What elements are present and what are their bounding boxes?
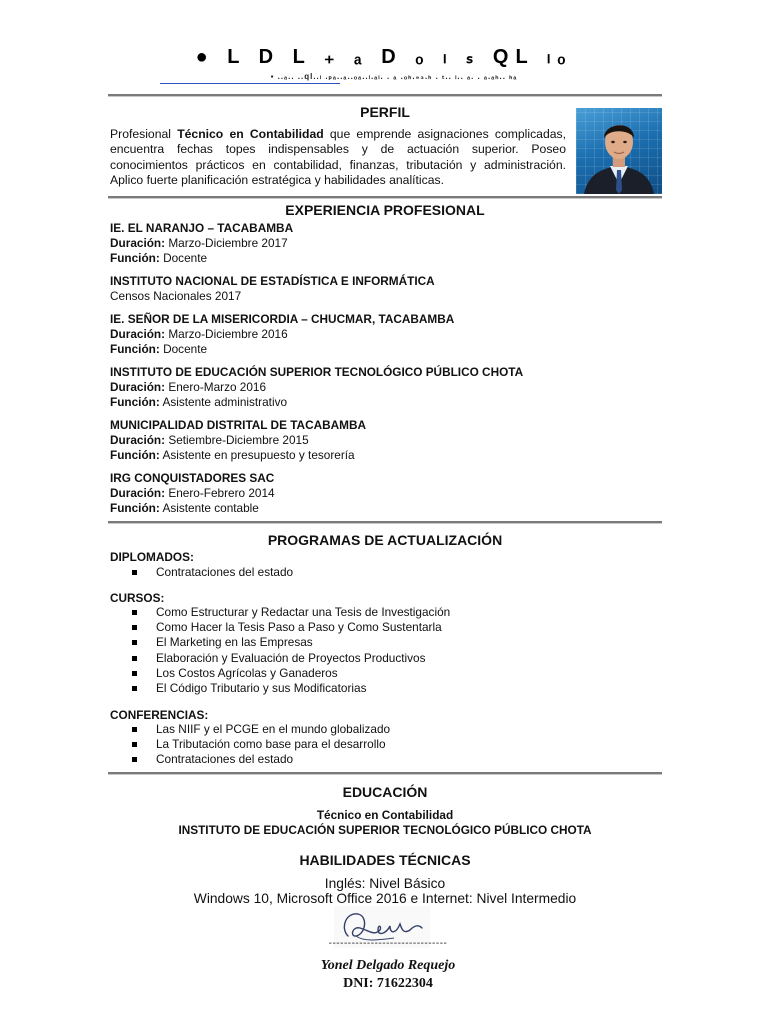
function-label: Función: bbox=[110, 501, 160, 516]
profile-body: que emprende asignaciones complicadas, encuentra fechas topes indispensables y de actuación superior. Poseo conocimientos prácticos en contabilidad, finanzas, tributación y administración. Aplico fuerte planificación estratégica y habilidades analíticas. bbox=[110, 127, 567, 187]
function-value: Asistente administrativo bbox=[162, 395, 288, 410]
experience-org: IE. SEÑOR DE LA MISERICORDIA – CHUCMAR, TACABAMBA bbox=[110, 312, 455, 326]
profile-highlight: Técnico en Contabilidad bbox=[177, 127, 324, 141]
conferencias-list bbox=[110, 722, 390, 768]
experience-item bbox=[110, 471, 662, 517]
duration-value: Setiembre-Diciembre 2015 bbox=[168, 433, 309, 448]
duration-label: Duración: bbox=[110, 236, 166, 251]
divider bbox=[108, 521, 662, 524]
divider bbox=[108, 196, 662, 199]
duration-value: Enero-Febrero 2014 bbox=[168, 486, 275, 501]
duration-label: Duración: bbox=[110, 433, 166, 448]
profile-text bbox=[110, 127, 566, 188]
experience-org: IRG CONQUISTADORES SAC bbox=[110, 471, 275, 485]
function-label: Función: bbox=[110, 251, 160, 266]
education-degree: Técnico en Contabilidad bbox=[316, 808, 454, 822]
section-title-habilidades: HABILIDADES TÉCNICAS bbox=[299, 852, 471, 868]
experience-item bbox=[110, 274, 662, 304]
duration-value: Marzo-Diciembre 2017 bbox=[168, 236, 288, 251]
section-title-educacion: EDUCACIÓN bbox=[342, 784, 428, 800]
list-item: El Marketing en las Empresas bbox=[110, 635, 450, 650]
function-label: Función: bbox=[110, 342, 160, 357]
diplomados-list bbox=[110, 565, 293, 580]
list-item: Las NIIF y el PCGE en el mundo globalizado bbox=[110, 722, 390, 737]
experience-org: INSTITUTO NACIONAL DE ESTADÍSTICA E INFORMÁTICA bbox=[110, 274, 435, 288]
function-label: Función: bbox=[110, 448, 160, 463]
duration-label: Duración: bbox=[110, 486, 166, 501]
skill-item: Windows 10, Microsoft Office 2016 e Internet: Nivel Intermedio bbox=[193, 891, 577, 906]
section-title-perfil: PERFIL bbox=[360, 104, 410, 120]
list-item: El Código Tributario y sus Modificatorias bbox=[110, 681, 450, 696]
list-item: Como Estructurar y Redactar una Tesis de Investigación bbox=[110, 605, 450, 620]
experience-org: INSTITUTO DE EDUCACIÓN SUPERIOR TECNOLÓGICO PÚBLICO CHOTA bbox=[110, 365, 524, 379]
function-value: Docente bbox=[163, 251, 208, 266]
function-value: Asistente contable bbox=[162, 501, 259, 516]
duration-label: Duración: bbox=[110, 380, 166, 395]
list-item: Los Costos Agrícolas y Ganaderos bbox=[110, 666, 450, 681]
divider bbox=[108, 94, 662, 97]
signer-name: Yonel Delgado Requejo bbox=[320, 958, 456, 973]
function-value: Docente bbox=[163, 342, 208, 357]
signature-line: ------------------------------- bbox=[328, 938, 448, 949]
experience-item bbox=[110, 365, 662, 411]
list-item: La Tributación como base para el desarrollo bbox=[110, 737, 390, 752]
conferencias-title: CONFERENCIAS: bbox=[110, 708, 209, 722]
experience-item bbox=[110, 418, 662, 464]
experience-note: Censos Nacionales 2017 bbox=[110, 289, 242, 304]
duration-value: Enero-Marzo 2016 bbox=[168, 380, 267, 395]
experience-org: IE. EL NARANJO – TACABAMBA bbox=[110, 221, 294, 235]
duration-label: Duración: bbox=[110, 327, 166, 342]
email-link-underline[interactable] bbox=[160, 83, 340, 84]
list-item: Contrataciones del estado bbox=[110, 565, 293, 580]
skill-item: Inglés: Nivel Básico bbox=[324, 876, 446, 891]
section-title-programas: PROGRAMAS DE ACTUALIZACIÓN bbox=[267, 532, 503, 548]
function-label: Función: bbox=[110, 395, 160, 410]
diplomados-title: DIPLOMADOS: bbox=[110, 550, 194, 564]
list-item: Elaboración y Evaluación de Proyectos Productivos bbox=[110, 651, 450, 666]
list-item: Contrataciones del estado bbox=[110, 752, 390, 767]
profile-photo bbox=[576, 108, 662, 194]
experience-item bbox=[110, 312, 662, 358]
section-title-experiencia: EXPERIENCIA PROFESIONAL bbox=[285, 202, 485, 218]
duration-value: Marzo-Diciembre 2016 bbox=[168, 327, 288, 342]
signer-dni: DNI: 71622304 bbox=[343, 976, 433, 991]
candidate-name-header: ● L D L ₊ ₐ D ₒ ₗ ₛ QL ₗₒ bbox=[195, 46, 573, 68]
cursos-title: CURSOS: bbox=[110, 591, 165, 605]
experience-org: MUNICIPALIDAD DISTRITAL DE TACABAMBA bbox=[110, 418, 367, 432]
contact-info: ▪ ..ₐ.. ..ql..ₗ .ₚₐ..ₐ..ₒₐ..ₗ.ₐₗ. . ₐ .ₒₕ.₉₃.ₕ . ₜ.. ₗ.. ₐ. . ₐ.ₐₕ.. ₕₐ bbox=[270, 72, 518, 81]
divider bbox=[108, 772, 662, 775]
cursos-list bbox=[110, 605, 450, 696]
experience-item bbox=[110, 221, 662, 267]
education-institution: INSTITUTO DE EDUCACIÓN SUPERIOR TECNOLÓGICO PÚBLICO CHOTA bbox=[178, 823, 592, 837]
list-item: Como Hacer la Tesis Paso a Paso y Como Sustentarla bbox=[110, 620, 450, 635]
profile-intro: Profesional bbox=[110, 127, 178, 141]
function-value: Asistente en presupuesto y tesorería bbox=[162, 448, 355, 463]
